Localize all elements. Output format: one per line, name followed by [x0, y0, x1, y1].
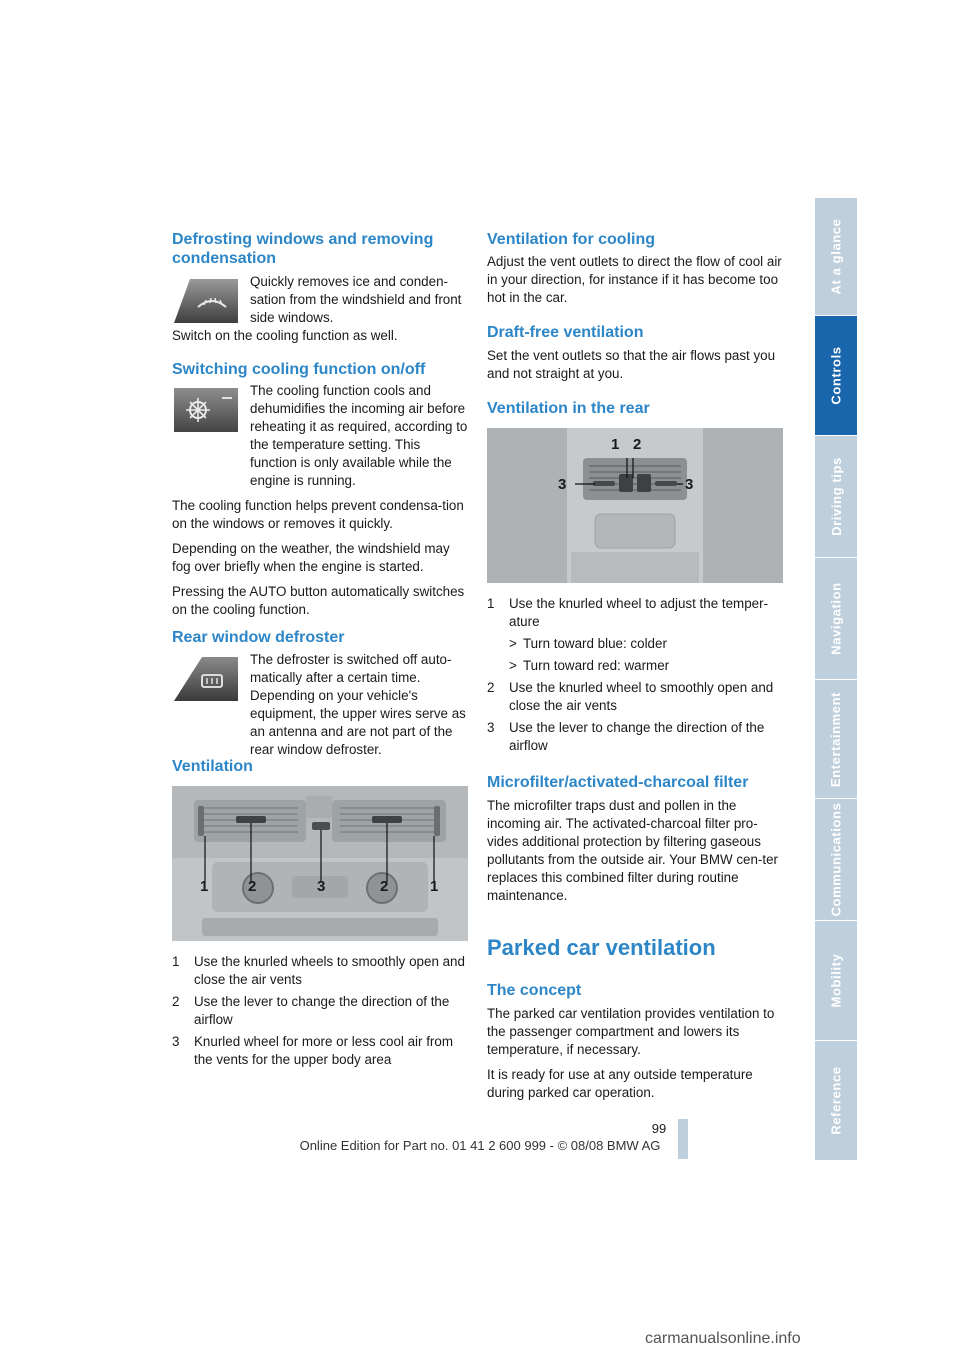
- section-rear-ventilation: [487, 399, 783, 759]
- cooling-button-icon: [172, 386, 240, 434]
- footer-text: Online Edition for Part no. 01 41 2 600 999 - © 08/08 BMW AG: [299, 1138, 661, 1153]
- section-ventilation: [172, 757, 468, 1073]
- tab-communications[interactable]: Communications: [815, 799, 857, 921]
- ventilation-cooling-heading: Ventilation for cooling: [487, 231, 655, 248]
- list-item: 3 Use the lever to change the direction of the airflow: [487, 720, 765, 753]
- vent-label-1-left: 1: [200, 878, 209, 895]
- ventilation-cooling-text: Adjust the vent outlets to direct the flow of cool air in your direction, for instance if it has become too hot in the car.: [487, 254, 782, 305]
- section-cooling: [172, 360, 468, 619]
- concept-heading: The concept: [487, 982, 582, 999]
- section-ventilation-cooling: [487, 230, 783, 307]
- defrost-text-2: Switch on the cooling function as well.: [172, 328, 398, 343]
- rear-ventilation-heading: Ventilation in the rear: [487, 400, 650, 417]
- tab-mobility[interactable]: Mobility: [815, 921, 857, 1041]
- rear-label-3-left: 3: [558, 476, 567, 493]
- list-item: 2 Use the knurled wheel to smoothly open and close the air vents: [487, 680, 774, 713]
- rear-label-3-right: 3: [685, 476, 694, 493]
- rear-defroster-heading: Rear window defroster: [172, 629, 345, 646]
- list-item: 2 Use the lever to change the direction of the airflow: [172, 994, 450, 1027]
- parked-ventilation-title: Parked car ventilation: [487, 935, 716, 960]
- tab-navigation[interactable]: Navigation: [815, 558, 857, 680]
- tab-driving-tips[interactable]: Driving tips: [815, 436, 857, 558]
- rear-label-1: 1: [611, 436, 620, 453]
- rear-label-2: 2: [633, 436, 642, 453]
- section-microfilter: [487, 773, 783, 905]
- dashboard-vents-photo: [172, 786, 468, 941]
- section-defrost: [172, 230, 468, 345]
- rear-defroster-text: The defroster is switched off auto-matically after a certain time. Depending on your vehicle's equipment, the upper wires serve as an antenna and are not part of the rear window defroster.: [250, 652, 466, 757]
- sub-item: > Turn toward blue: colder: [509, 636, 667, 651]
- microfilter-heading: Microfilter/activated-charcoal filter: [487, 774, 749, 791]
- tab-at-a-glance[interactable]: At a glance: [815, 198, 857, 316]
- defrost-heading: Defrosting windows and removing condensation: [172, 231, 434, 267]
- draft-free-heading: Draft-free ventilation: [487, 324, 644, 341]
- section-rear-defroster: [172, 628, 468, 759]
- cooling-text-1: The cooling function cools and dehumidifies the incoming air before reheating it as required, according to the temperature setting. This function is only available while the engine is running.: [250, 383, 468, 488]
- tab-controls[interactable]: Controls: [815, 316, 857, 436]
- vent-label-3: 3: [317, 878, 326, 895]
- ventilation-list: [172, 953, 468, 1069]
- cooling-text-2: The cooling function helps prevent condensa-tion on the windows or removes it quickly.: [172, 498, 464, 531]
- chapter-tabs: [815, 198, 857, 1160]
- cooling-text-3: Depending on the weather, the windshield may fog over briefly when the engine is started.: [172, 541, 450, 574]
- defrost-button-icon: [172, 277, 240, 325]
- defrost-text: Quickly removes ice and conden-sation from the windshield and front side windows.: [250, 274, 462, 325]
- section-draft-free: [487, 323, 783, 383]
- draft-free-text: Set the vent outlets so that the air flows past you and not straight at you.: [487, 348, 776, 381]
- concept-text-1: The parked car ventilation provides ventilation to the passenger compartment and lowers its temperature, if necessary.: [487, 1006, 775, 1057]
- rear-ventilation-list: [487, 595, 783, 755]
- section-parked-ventilation: [487, 935, 783, 1102]
- vent-label-2-right: 2: [380, 878, 389, 895]
- tab-reference[interactable]: Reference: [815, 1041, 857, 1161]
- list-item: 3 Knurled wheel for more or less cool air from the vents for the upper body area: [172, 1034, 453, 1067]
- ventilation-heading: Ventilation: [172, 758, 253, 775]
- vent-label-2-left: 2: [248, 878, 257, 895]
- cooling-text-4: Pressing the AUTO button automatically switches on the cooling function.: [172, 584, 465, 617]
- tab-entertainment[interactable]: Entertainment: [815, 680, 857, 799]
- concept-text-2: It is ready for use at any outside temperature during parked car operation.: [487, 1067, 753, 1100]
- rear-defroster-button-icon: [172, 655, 240, 703]
- sub-item: > Turn toward red: warmer: [509, 658, 670, 673]
- list-item: 1 Use the knurled wheels to smoothly open and close the air vents: [172, 954, 465, 987]
- page-number: 99: [651, 1121, 667, 1136]
- list-item: 1 Use the knurled wheel to adjust the temper-ature > Turn toward blue: colder > Turn toward red: warmer: [487, 595, 783, 675]
- cooling-heading: Switching cooling function on/off: [172, 361, 426, 378]
- vent-label-1-right: 1: [430, 878, 439, 895]
- microfilter-text: The microfilter traps dust and pollen in the incoming air. The activated-charcoal filter pro-vides additional protection by filtering gaseous pollutants from the outside air. Your BMW cen-ter replaces this combined filter during routine maintenance.: [487, 798, 779, 903]
- watermark: carmanualsonline.info: [645, 1330, 801, 1347]
- rear-vents-photo: [487, 428, 783, 583]
